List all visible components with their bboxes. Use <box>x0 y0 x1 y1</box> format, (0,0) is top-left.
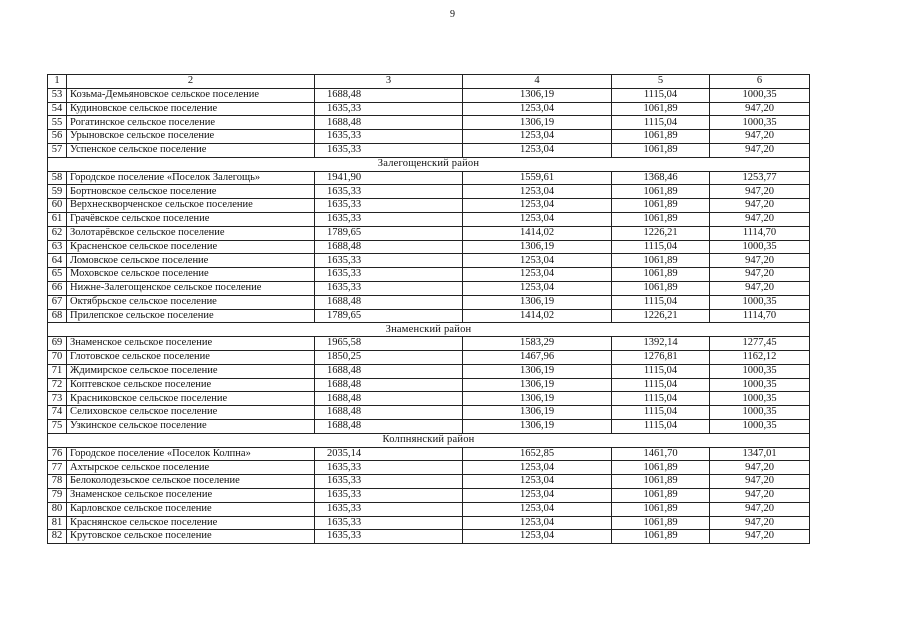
settlement-name: Прилепское сельское поселение <box>67 309 315 323</box>
value-col-6: 1114,70 <box>710 226 810 240</box>
value-col-4: 1306,19 <box>463 406 612 420</box>
value-col-4: 1414,02 <box>463 226 612 240</box>
value-col-4: 1253,04 <box>463 281 612 295</box>
value-col-6: 1000,35 <box>710 88 810 102</box>
settlement-name: Коптевское сельское поселение <box>67 378 315 392</box>
settlement-name: Глотовское сельское поселение <box>67 350 315 364</box>
value-col-6: 1253,77 <box>710 171 810 185</box>
value-col-6: 947,20 <box>710 199 810 213</box>
table-row <box>48 130 810 144</box>
value-col-5: 1368,46 <box>612 171 710 185</box>
value-col-5: 1061,89 <box>612 516 710 530</box>
row-number: 54 <box>48 102 67 116</box>
value-col-6: 1277,45 <box>710 337 810 351</box>
row-number: 72 <box>48 378 67 392</box>
district-heading-row <box>48 157 810 171</box>
value-col-4: 1306,19 <box>463 419 612 433</box>
value-col-3: 1635,33 <box>315 268 463 282</box>
district-heading: Знаменский район <box>48 323 810 337</box>
row-number: 63 <box>48 240 67 254</box>
table-row <box>48 88 810 102</box>
column-header-6: 6 <box>710 75 810 89</box>
table-row <box>48 530 810 544</box>
value-col-5: 1115,04 <box>612 419 710 433</box>
value-col-3: 1688,48 <box>315 378 463 392</box>
settlement-name: Красненское сельское поселение <box>67 240 315 254</box>
value-col-6: 1000,35 <box>710 378 810 392</box>
value-col-6: 947,20 <box>710 268 810 282</box>
value-col-4: 1253,04 <box>463 130 612 144</box>
table-row <box>48 309 810 323</box>
value-col-5: 1061,89 <box>612 488 710 502</box>
value-col-3: 1789,65 <box>315 309 463 323</box>
value-col-3: 1688,48 <box>315 364 463 378</box>
value-col-6: 947,20 <box>710 254 810 268</box>
value-col-5: 1115,04 <box>612 88 710 102</box>
row-number: 76 <box>48 447 67 461</box>
settlement-name: Грачёвское сельское поселение <box>67 212 315 226</box>
value-col-4: 1306,19 <box>463 88 612 102</box>
value-col-6: 1347,01 <box>710 447 810 461</box>
settlement-name: Краснянское сельское поселение <box>67 516 315 530</box>
value-col-5: 1061,89 <box>612 199 710 213</box>
table-row <box>48 268 810 282</box>
value-col-5: 1226,21 <box>612 226 710 240</box>
value-col-4: 1306,19 <box>463 392 612 406</box>
settlement-name: Ломовское сельское поселение <box>67 254 315 268</box>
settlement-name: Успенское сельское поселение <box>67 143 315 157</box>
settlement-name: Знаменское сельское поселение <box>67 488 315 502</box>
value-col-3: 1688,48 <box>315 406 463 420</box>
value-col-4: 1583,29 <box>463 337 612 351</box>
table-row <box>48 350 810 364</box>
row-number: 79 <box>48 488 67 502</box>
value-col-5: 1115,04 <box>612 406 710 420</box>
value-col-4: 1559,61 <box>463 171 612 185</box>
value-col-3: 1635,33 <box>315 461 463 475</box>
table-row <box>48 143 810 157</box>
row-number: 59 <box>48 185 67 199</box>
value-col-5: 1061,89 <box>612 281 710 295</box>
value-col-4: 1253,04 <box>463 502 612 516</box>
table-row <box>48 199 810 213</box>
value-col-6: 947,20 <box>710 502 810 516</box>
value-col-6: 947,20 <box>710 516 810 530</box>
value-col-5: 1115,04 <box>612 392 710 406</box>
row-number: 67 <box>48 295 67 309</box>
column-header-row <box>48 75 810 89</box>
settlement-name: Городское поселение «Поселок Залегощь» <box>67 171 315 185</box>
value-col-4: 1306,19 <box>463 378 612 392</box>
value-col-5: 1061,89 <box>612 143 710 157</box>
row-number: 81 <box>48 516 67 530</box>
settlement-name: Кудиновское сельское поселение <box>67 102 315 116</box>
settlement-name: Октябрьское сельское поселение <box>67 295 315 309</box>
value-col-4: 1253,04 <box>463 488 612 502</box>
settlement-name: Моховское сельское поселение <box>67 268 315 282</box>
value-col-3: 1688,48 <box>315 419 463 433</box>
value-col-3: 1635,33 <box>315 130 463 144</box>
value-col-4: 1253,04 <box>463 530 612 544</box>
value-col-5: 1061,89 <box>612 185 710 199</box>
value-col-3: 1688,48 <box>315 295 463 309</box>
value-col-6: 947,20 <box>710 488 810 502</box>
value-col-6: 947,20 <box>710 102 810 116</box>
row-number: 77 <box>48 461 67 475</box>
column-header-4: 4 <box>463 75 612 89</box>
row-number: 73 <box>48 392 67 406</box>
value-col-3: 1635,33 <box>315 199 463 213</box>
settlement-name: Бортновское сельское поселение <box>67 185 315 199</box>
district-heading-row <box>48 433 810 447</box>
value-col-5: 1276,81 <box>612 350 710 364</box>
row-number: 80 <box>48 502 67 516</box>
table-row <box>48 447 810 461</box>
row-number: 62 <box>48 226 67 240</box>
table-row <box>48 406 810 420</box>
column-header-5: 5 <box>612 75 710 89</box>
value-col-6: 947,20 <box>710 130 810 144</box>
value-col-5: 1115,04 <box>612 116 710 130</box>
value-col-5: 1115,04 <box>612 240 710 254</box>
settlement-name: Белоколодезьское сельское поселение <box>67 475 315 489</box>
table-row <box>48 102 810 116</box>
value-col-5: 1061,89 <box>612 268 710 282</box>
settlement-name: Рогатинское сельское поселение <box>67 116 315 130</box>
table-row <box>48 240 810 254</box>
settlement-name: Ждимирское сельское поселение <box>67 364 315 378</box>
column-header-name: 2 <box>67 75 315 89</box>
value-col-6: 1000,35 <box>710 295 810 309</box>
value-col-5: 1061,89 <box>612 254 710 268</box>
value-col-3: 1635,33 <box>315 516 463 530</box>
table-row <box>48 295 810 309</box>
settlement-name: Знаменское сельское поселение <box>67 337 315 351</box>
settlement-name: Крутовское сельское поселение <box>67 530 315 544</box>
value-col-3: 1635,33 <box>315 143 463 157</box>
value-col-4: 1253,04 <box>463 102 612 116</box>
value-col-3: 1688,48 <box>315 392 463 406</box>
row-number: 64 <box>48 254 67 268</box>
row-number: 68 <box>48 309 67 323</box>
settlement-name: Городское поселение «Поселок Колпна» <box>67 447 315 461</box>
value-col-4: 1306,19 <box>463 116 612 130</box>
value-col-3: 1850,25 <box>315 350 463 364</box>
district-heading-row <box>48 323 810 337</box>
value-col-6: 1000,35 <box>710 392 810 406</box>
value-col-6: 947,20 <box>710 212 810 226</box>
value-col-3: 1635,33 <box>315 475 463 489</box>
value-col-5: 1392,14 <box>612 337 710 351</box>
district-heading: Колпнянский район <box>48 433 810 447</box>
column-header-number: 1 <box>48 75 67 89</box>
value-col-6: 1000,35 <box>710 116 810 130</box>
value-col-6: 1000,35 <box>710 240 810 254</box>
value-col-5: 1061,89 <box>612 212 710 226</box>
table-row <box>48 488 810 502</box>
table-row <box>48 185 810 199</box>
value-col-6: 947,20 <box>710 143 810 157</box>
row-number: 56 <box>48 130 67 144</box>
value-col-5: 1061,89 <box>612 130 710 144</box>
value-col-5: 1226,21 <box>612 309 710 323</box>
value-col-3: 1688,48 <box>315 116 463 130</box>
table-row <box>48 475 810 489</box>
table-row <box>48 281 810 295</box>
row-number: 65 <box>48 268 67 282</box>
district-heading: Залегощенский район <box>48 157 810 171</box>
table-row <box>48 392 810 406</box>
value-col-6: 947,20 <box>710 475 810 489</box>
settlement-name: Узкинское сельское поселение <box>67 419 315 433</box>
value-col-5: 1115,04 <box>612 364 710 378</box>
row-number: 55 <box>48 116 67 130</box>
settlement-name: Красниковское сельское поселение <box>67 392 315 406</box>
value-col-4: 1253,04 <box>463 199 612 213</box>
value-col-6: 947,20 <box>710 281 810 295</box>
value-col-3: 1688,48 <box>315 88 463 102</box>
table-row <box>48 254 810 268</box>
value-col-3: 1635,33 <box>315 281 463 295</box>
row-number: 74 <box>48 406 67 420</box>
value-col-3: 1635,33 <box>315 530 463 544</box>
settlement-name: Козьма-Демьяновское сельское поселение <box>67 88 315 102</box>
value-col-4: 1306,19 <box>463 295 612 309</box>
row-number: 58 <box>48 171 67 185</box>
value-col-4: 1253,04 <box>463 516 612 530</box>
row-number: 66 <box>48 281 67 295</box>
value-col-5: 1061,89 <box>612 475 710 489</box>
settlement-name: Селиховское сельское поселение <box>67 406 315 420</box>
value-col-3: 1635,33 <box>315 212 463 226</box>
value-col-4: 1652,85 <box>463 447 612 461</box>
settlement-name: Ахтырское сельское поселение <box>67 461 315 475</box>
value-col-6: 1000,35 <box>710 406 810 420</box>
value-col-6: 1000,35 <box>710 364 810 378</box>
page-number: 9 <box>450 9 455 20</box>
table-row <box>48 116 810 130</box>
value-col-5: 1061,89 <box>612 102 710 116</box>
row-number: 53 <box>48 88 67 102</box>
table-row <box>48 516 810 530</box>
table-row <box>48 461 810 475</box>
value-col-4: 1253,04 <box>463 212 612 226</box>
value-col-3: 1635,33 <box>315 502 463 516</box>
value-col-4: 1253,04 <box>463 254 612 268</box>
row-number: 61 <box>48 212 67 226</box>
table-row <box>48 364 810 378</box>
value-col-3: 1635,33 <box>315 102 463 116</box>
value-col-5: 1461,70 <box>612 447 710 461</box>
value-col-6: 947,20 <box>710 461 810 475</box>
row-number: 82 <box>48 530 67 544</box>
tariff-table <box>47 74 810 544</box>
table-row <box>48 502 810 516</box>
value-col-3: 1635,33 <box>315 185 463 199</box>
value-col-4: 1253,04 <box>463 475 612 489</box>
value-col-5: 1061,89 <box>612 530 710 544</box>
table-row <box>48 171 810 185</box>
value-col-4: 1253,04 <box>463 268 612 282</box>
value-col-6: 1000,35 <box>710 419 810 433</box>
value-col-3: 1635,33 <box>315 254 463 268</box>
settlement-name: Верхнескворченское сельское поселение <box>67 199 315 213</box>
value-col-4: 1306,19 <box>463 240 612 254</box>
value-col-3: 1941,90 <box>315 171 463 185</box>
value-col-5: 1061,89 <box>612 502 710 516</box>
row-number: 70 <box>48 350 67 364</box>
value-col-4: 1467,96 <box>463 350 612 364</box>
table-row <box>48 419 810 433</box>
value-col-6: 947,20 <box>710 185 810 199</box>
table-body <box>48 75 810 544</box>
value-col-3: 1635,33 <box>315 488 463 502</box>
settlement-name: Карловское сельское поселение <box>67 502 315 516</box>
value-col-4: 1253,04 <box>463 143 612 157</box>
value-col-3: 1965,58 <box>315 337 463 351</box>
row-number: 78 <box>48 475 67 489</box>
value-col-5: 1115,04 <box>612 378 710 392</box>
settlement-name: Золотарёвское сельское поселение <box>67 226 315 240</box>
table-row <box>48 337 810 351</box>
row-number: 71 <box>48 364 67 378</box>
row-number: 57 <box>48 143 67 157</box>
value-col-6: 1162,12 <box>710 350 810 364</box>
table-row <box>48 378 810 392</box>
value-col-4: 1253,04 <box>463 185 612 199</box>
value-col-6: 1114,70 <box>710 309 810 323</box>
value-col-6: 947,20 <box>710 530 810 544</box>
table-row <box>48 212 810 226</box>
table-row <box>48 226 810 240</box>
row-number: 69 <box>48 337 67 351</box>
value-col-4: 1414,02 <box>463 309 612 323</box>
settlement-name: Урыновское сельское поселение <box>67 130 315 144</box>
value-col-5: 1061,89 <box>612 461 710 475</box>
value-col-5: 1115,04 <box>612 295 710 309</box>
row-number: 60 <box>48 199 67 213</box>
value-col-4: 1253,04 <box>463 461 612 475</box>
row-number: 75 <box>48 419 67 433</box>
value-col-3: 1789,65 <box>315 226 463 240</box>
value-col-3: 1688,48 <box>315 240 463 254</box>
value-col-3: 2035,14 <box>315 447 463 461</box>
settlement-name: Нижне-Залегощенское сельское поселение <box>67 281 315 295</box>
column-header-3: 3 <box>315 75 463 89</box>
value-col-4: 1306,19 <box>463 364 612 378</box>
